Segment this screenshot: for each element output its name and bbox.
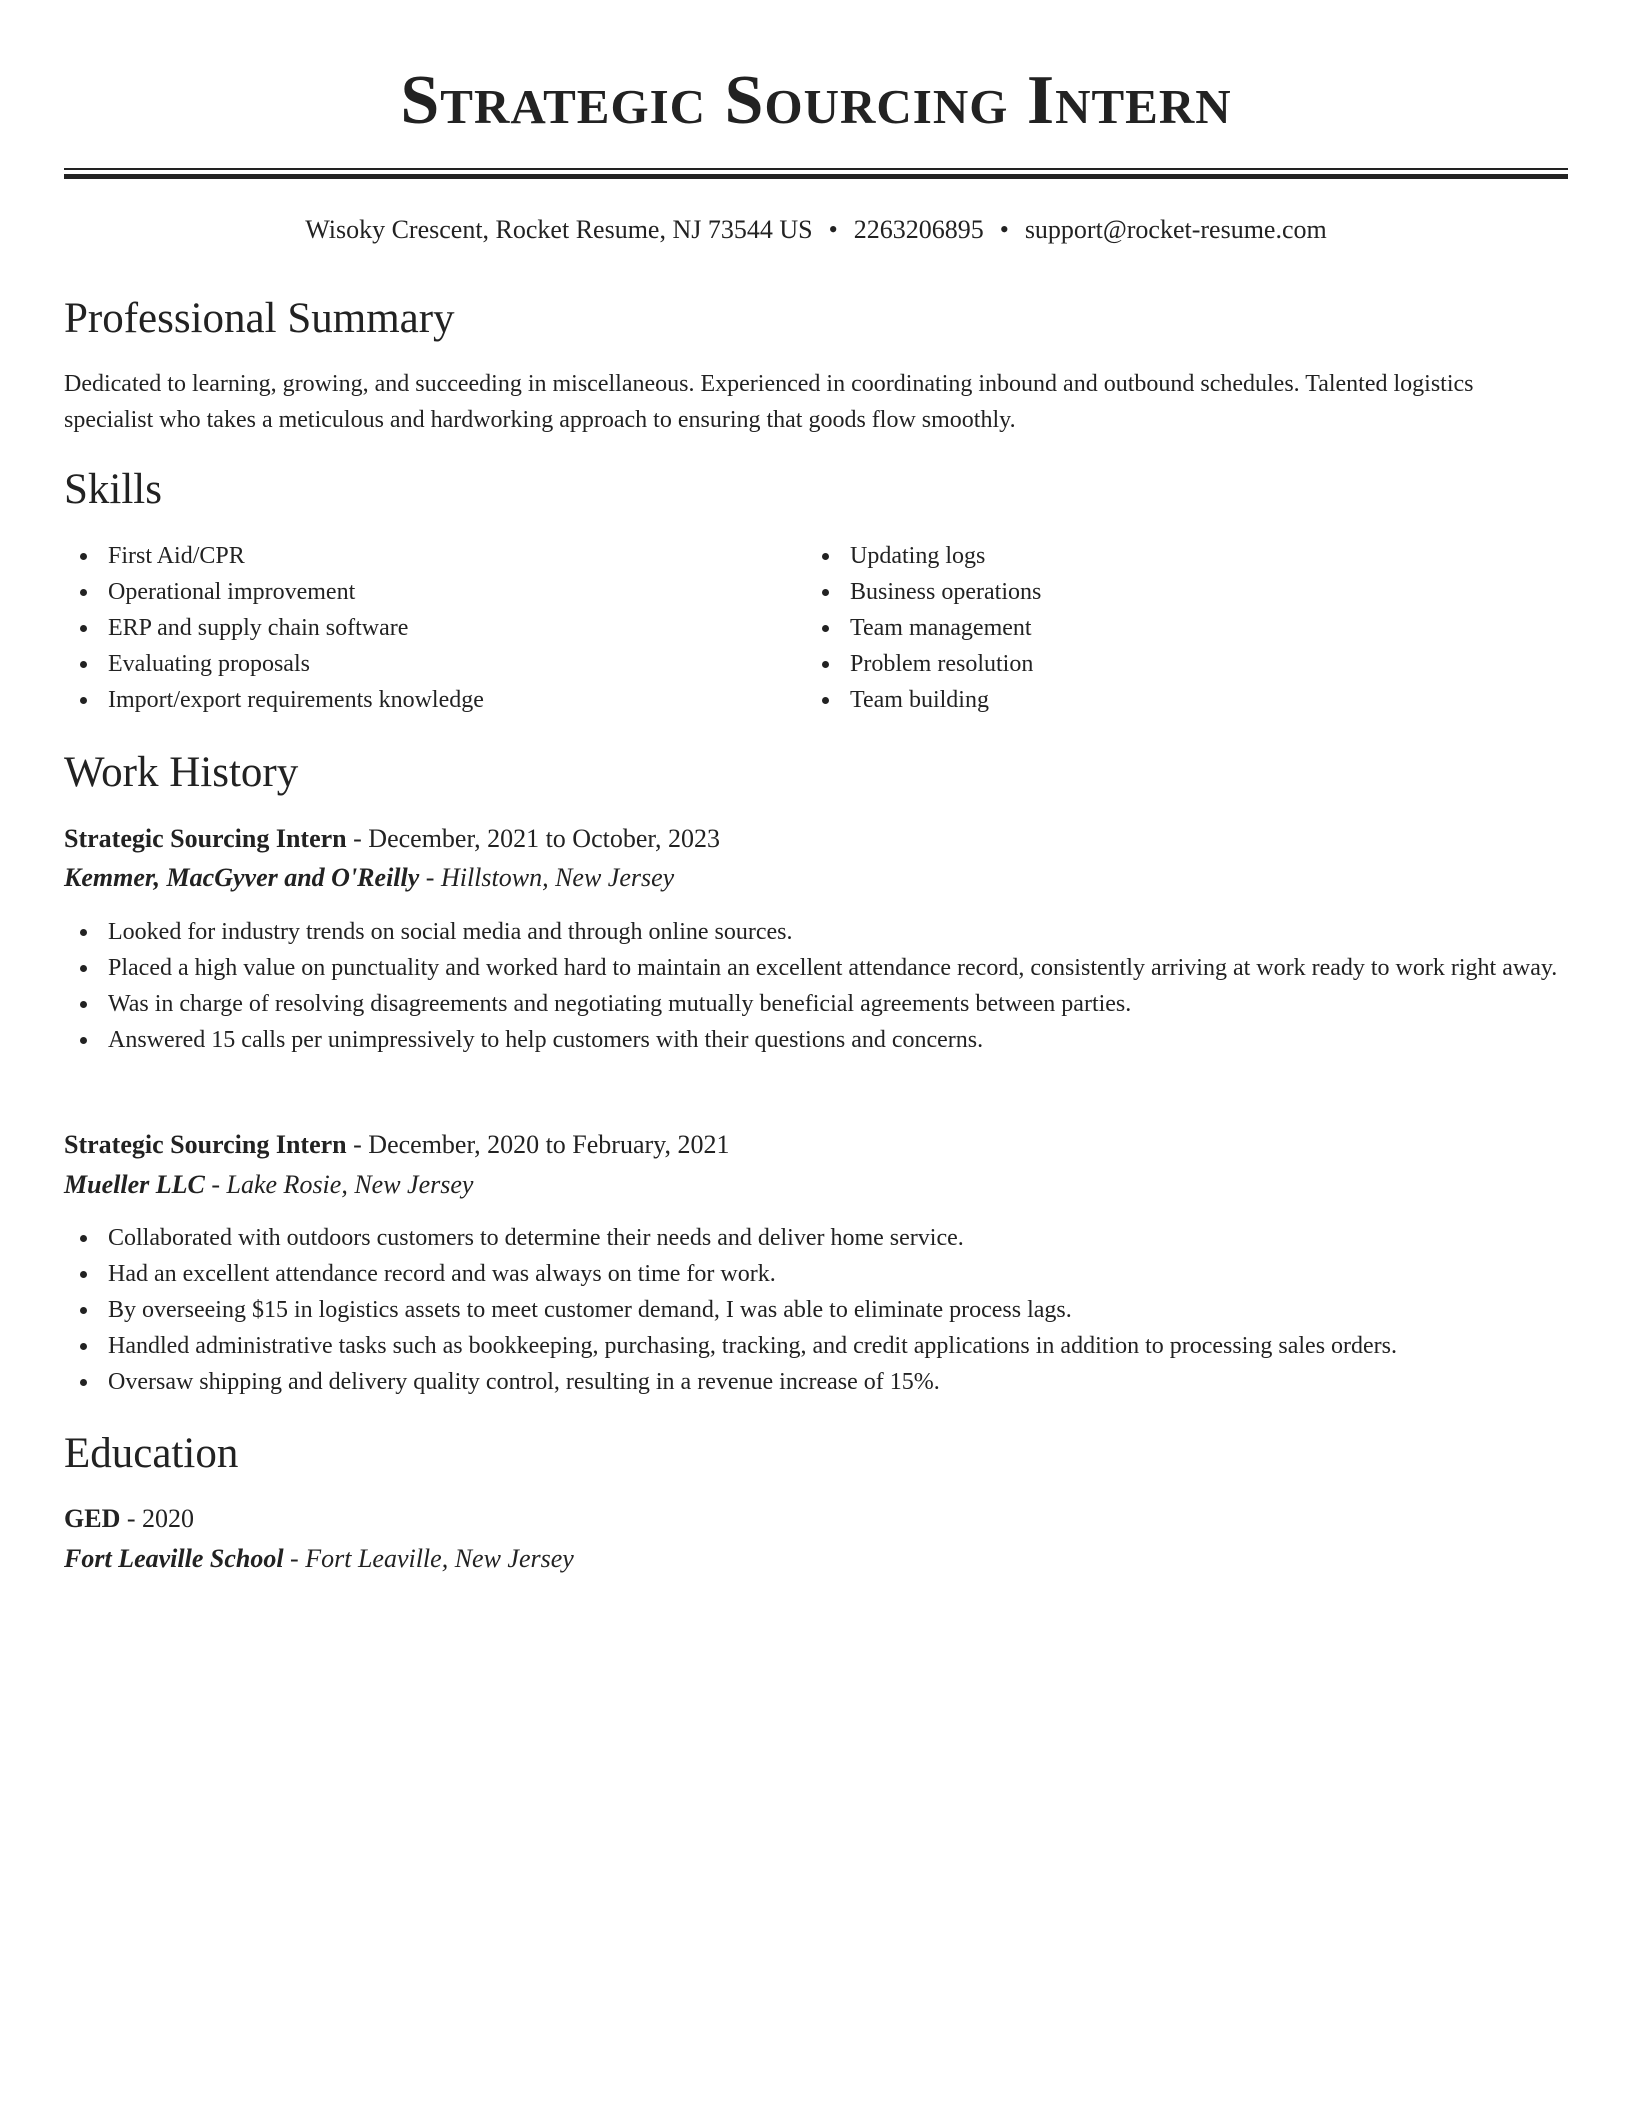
skill-item: Business operations	[806, 574, 1546, 610]
summary-text: Dedicated to learning, growing, and succeeding in miscellaneous. Experienced in coordinating inbound and outbound schedules. Talented logistics specialist who takes a meticulous and hardworking approach to ensuring that goods flow smoothly.	[64, 371, 1474, 433]
education-degree-line: GED - 2020	[64, 1504, 195, 1533]
title-divider-thin	[64, 168, 1568, 170]
skill-item: ERP and supply chain software	[64, 610, 804, 646]
skill-item: Updating logs	[806, 538, 1546, 574]
contact-phone: 2263206895	[853, 215, 984, 244]
job-bullets	[64, 1220, 1568, 1400]
section-heading-education: Education	[64, 1430, 239, 1477]
job-bullet: By overseeing $15 in logistics assets to meet customer demand, I was able to eliminate process lags.	[64, 1292, 1568, 1328]
job-company: Mueller LLC	[64, 1170, 205, 1199]
job-location: Lake Rosie, New Jersey	[226, 1170, 474, 1199]
job-bullet: Handled administrative tasks such as bookkeeping, purchasing, tracking, and credit applications in addition to processing sales orders.	[64, 1328, 1568, 1364]
job-bullet: Oversaw shipping and delivery quality control, resulting in a revenue increase of 15%.	[64, 1364, 1568, 1400]
job-title: Strategic Sourcing Intern	[64, 824, 347, 853]
skill-item: Problem resolution	[806, 646, 1546, 682]
job-title-line: Strategic Sourcing Intern - December, 2021 to October, 2023	[64, 824, 720, 853]
skills-list-right	[806, 538, 1546, 718]
section-heading-skills: Skills	[64, 466, 162, 513]
title-divider-thick	[64, 174, 1568, 179]
page-title: Strategic Sourcing Intern	[400, 62, 1232, 139]
section-heading-summary: Professional Summary	[64, 295, 455, 342]
skill-item: Operational improvement	[64, 574, 804, 610]
skill-item: First Aid/CPR	[64, 538, 804, 574]
job-bullets	[64, 914, 1568, 1058]
education-school-line: Fort Leaville School - Fort Leaville, New Jersey	[64, 1544, 574, 1573]
education-degree: GED	[64, 1504, 121, 1533]
education-school: Fort Leaville School	[64, 1544, 284, 1573]
skill-item: Team building	[806, 682, 1546, 718]
section-heading-work-history: Work History	[64, 749, 299, 796]
education-location: Fort Leaville, New Jersey	[305, 1544, 574, 1573]
contact-address: Wisoky Crescent, Rocket Resume, NJ 73544 US	[305, 215, 813, 244]
job-bullet: Answered 15 calls per unimpressively to help customers with their questions and concerns.	[64, 1022, 1568, 1058]
job-company-line: Mueller LLC - Lake Rosie, New Jersey	[64, 1170, 474, 1199]
contact-separator: •	[999, 215, 1009, 244]
skill-item: Evaluating proposals	[64, 646, 804, 682]
job-bullet: Looked for industry trends on social media and through online sources.	[64, 914, 1568, 950]
job-location: Hillstown, New Jersey	[440, 863, 675, 892]
job-title: Strategic Sourcing Intern	[64, 1130, 347, 1159]
skill-item: Import/export requirements knowledge	[64, 682, 804, 718]
job-bullet: Was in charge of resolving disagreements and negotiating mutually beneficial agreements between parties.	[64, 986, 1568, 1022]
job-dates: December, 2021 to October, 2023	[368, 824, 720, 853]
job-company: Kemmer, MacGyver and O'Reilly	[64, 863, 420, 892]
skills-list-left	[64, 538, 804, 718]
education-year: 2020	[142, 1504, 195, 1533]
job-title-line: Strategic Sourcing Intern - December, 2020 to February, 2021	[64, 1130, 730, 1159]
job-company-line: Kemmer, MacGyver and O'Reilly - Hillstown, New Jersey	[64, 863, 675, 892]
contact-line	[64, 212, 1568, 248]
job-dates: December, 2020 to February, 2021	[368, 1130, 730, 1159]
job-bullet: Collaborated with outdoors customers to determine their needs and deliver home service.	[64, 1220, 1568, 1256]
job-bullet: Had an excellent attendance record and was always on time for work.	[64, 1256, 1568, 1292]
job-bullet: Placed a high value on punctuality and worked hard to maintain an excellent attendance record, consistently arriving at work ready to work right away.	[64, 950, 1568, 986]
contact-separator: •	[828, 215, 838, 244]
skill-item: Team management	[806, 610, 1546, 646]
contact-email: support@rocket-resume.com	[1024, 215, 1327, 244]
